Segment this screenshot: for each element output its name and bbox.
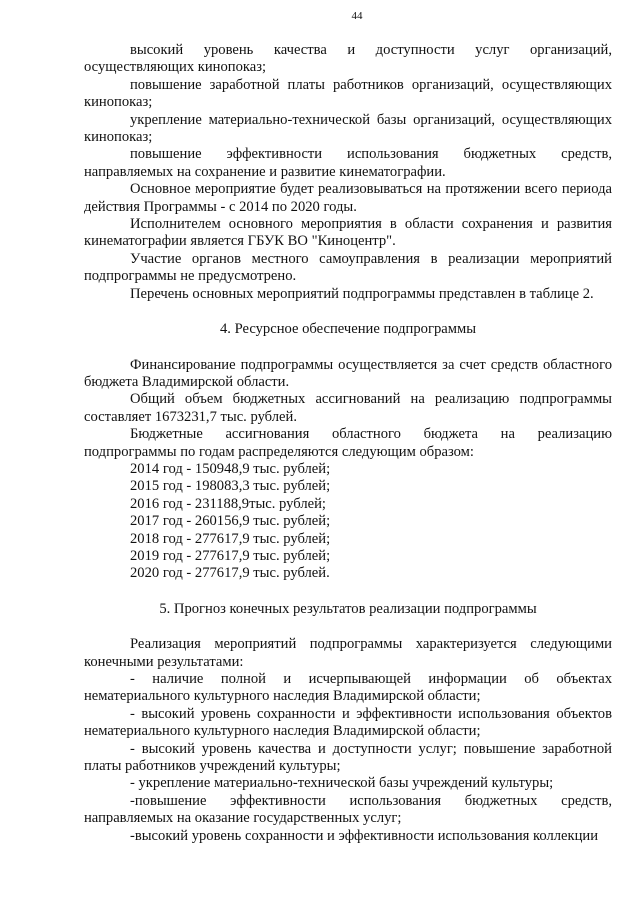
- paragraph: Финансирование подпрограммы осуществляется за счет средств областного бюджета Владимирской области.: [84, 356, 612, 390]
- paragraph: повышение заработной платы работников организаций, осуществляющих кинопоказ;: [84, 76, 612, 111]
- year-allocation: 2019 год - 277617,9 тыс. рублей;: [130, 547, 331, 564]
- result-item: -высокий уровень сохранности и эффективности использования коллекции: [130, 827, 599, 844]
- year-allocation: 2017 год - 260156,9 тыс. рублей;: [130, 513, 331, 530]
- spacer: [84, 303, 612, 321]
- spacer: [84, 618, 612, 636]
- result-item: -повышение эффективности использования бюджетных средств, направляемых на оказание государственных услуг;: [84, 792, 612, 827]
- section-heading-results: 5. Прогноз конечных результатов реализации подпрограммы: [159, 600, 537, 617]
- paragraph: повышение эффективности использования бюджетных средств, направляемых на сохранение и развитие кинематографии.: [84, 146, 612, 180]
- paragraph: высокий уровень качества и доступности услуг организаций, осуществляющих кинопоказ;: [84, 42, 612, 76]
- paragraph: Реализация мероприятий подпрограммы характеризуется следующими конечными результатами:: [84, 636, 612, 670]
- paragraph: укрепление материально-технической базы организаций, осуществляющих кинопоказ;: [84, 111, 612, 146]
- spacer: [84, 339, 612, 357]
- page-number: 44: [351, 10, 363, 22]
- year-allocation: 2015 год - 198083,3 тыс. рублей;: [130, 478, 331, 495]
- year-allocation: 2018 год - 277617,9 тыс. рублей;: [130, 530, 331, 547]
- paragraph: Участие органов местного самоуправления в реализации мероприятий подпрограммы не предусмотрено.: [84, 250, 612, 285]
- paragraph: Исполнителем основного мероприятия в области сохранения и развития кинематографии является ГБУК ВО "Киноцентр".: [84, 216, 612, 250]
- result-item: - укрепление материально-технической базы учреждений культуры;: [130, 775, 554, 792]
- spacer: [84, 583, 612, 601]
- section-heading-resources: 4. Ресурсное обеспечение подпрограммы: [219, 321, 476, 338]
- year-allocation: 2016 год - 231188,9тыс. рублей;: [130, 495, 326, 512]
- result-item: - наличие полной и исчерпывающей информации об объектах нематериального культурного наследия Владимирской области;: [84, 671, 612, 705]
- year-allocation: 2014 год - 150948,9 тыс. рублей;: [130, 460, 331, 477]
- paragraph: Общий объем бюджетных ассигнований на реализацию подпрограммы составляет 1673231,7 тыс. рублей.: [84, 391, 612, 425]
- result-item: - высокий уровень качества и доступности услуг; повышение заработной платы работников учреждений культуры;: [84, 740, 612, 775]
- paragraph: Бюджетные ассигнования областного бюджета на реализацию подпрограммы по годам распределяются следующим образом:: [84, 426, 612, 460]
- paragraph: Перечень основных мероприятий подпрограммы представлен в таблице 2.: [130, 285, 594, 302]
- result-item: - высокий уровень сохранности и эффективности использования объектов нематериального культурного наследия Владимирской области;: [84, 705, 612, 740]
- year-allocation: 2020 год - 277617,9 тыс. рублей.: [130, 565, 330, 582]
- paragraph: Основное мероприятие будет реализовываться на протяжении всего периода действия Программы - с 2014 по 2020 годы.: [84, 181, 612, 215]
